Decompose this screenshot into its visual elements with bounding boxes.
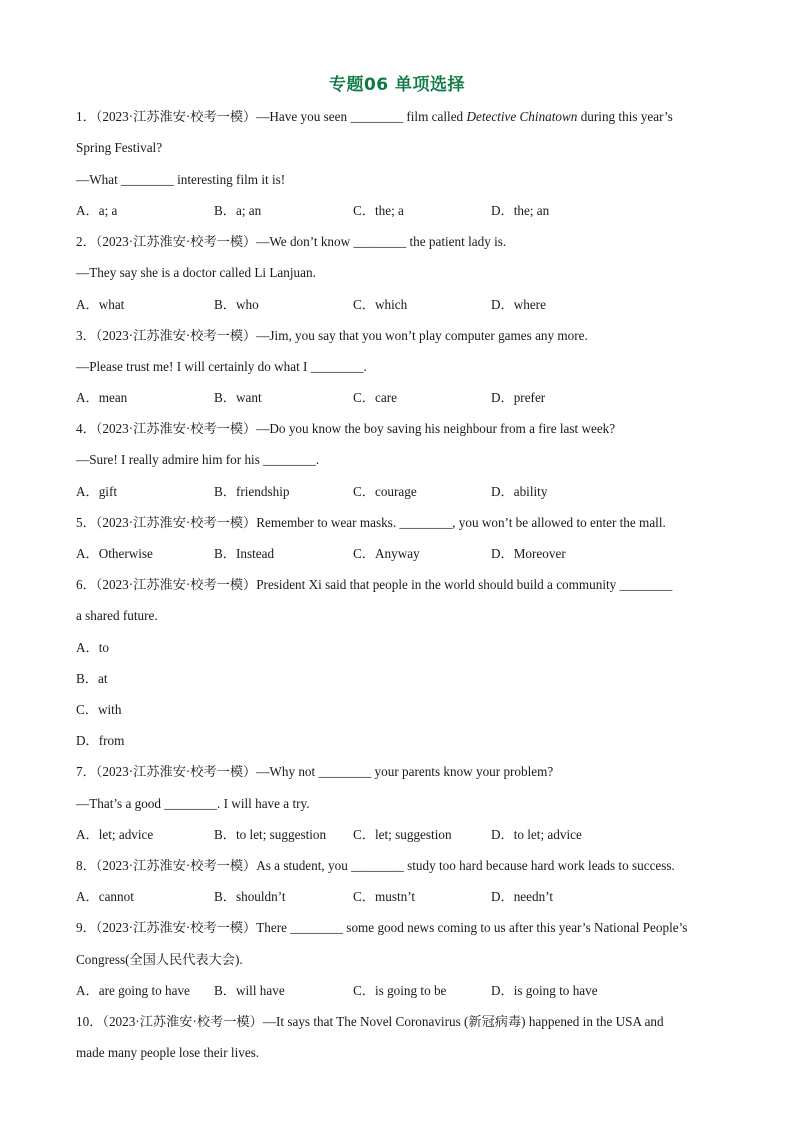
question-8-option-b[interactable]: B．shouldn’t (214, 889, 286, 904)
question-9-stem-cont: Congress(全国人民代表大会). (76, 952, 243, 967)
question-number: 1． (76, 109, 96, 124)
question-10-stem (76, 1013, 726, 1031)
question-7-option-c[interactable]: C．let; suggestion (353, 827, 452, 842)
question-9-option-c[interactable]: C．is going to be (353, 983, 447, 998)
question-5-option-c[interactable]: C．Anyway (353, 546, 420, 561)
question-4-reply: —Sure! I really admire him for his ________. (76, 452, 320, 467)
question-8-stem (76, 857, 726, 875)
stem-text: —We don’t know ________ the patient lady is. (256, 234, 507, 249)
question-3-option-c[interactable]: C．care (353, 390, 397, 405)
question-8-option-a[interactable]: A．cannot (76, 889, 134, 904)
question-1-reply: —What ________ interesting film it is! (76, 172, 286, 187)
question-6-stem-cont: a shared future. (76, 608, 158, 623)
question-6-option-c[interactable]: C．with (76, 702, 122, 717)
question-7-option-a[interactable]: A．let; advice (76, 827, 154, 842)
question-3-reply: —Please trust me! I will certainly do what I ________. (76, 359, 367, 374)
question-9-option-d[interactable]: D．is going to have (491, 983, 598, 998)
question-number: 9． (76, 920, 96, 935)
stem-text: —Do you know the boy saving his neighbour from a fire last week? (256, 421, 616, 436)
question-4-option-c[interactable]: C．courage (353, 484, 417, 499)
question-number: 6． (76, 577, 96, 592)
question-source: （2023·江苏淮安·校考一模） (95, 109, 257, 124)
film-title: Detective Chinatown (466, 109, 578, 124)
question-9-option-a[interactable]: A．are going to have (76, 983, 190, 998)
page-title: 专题06 单项选择 (328, 75, 466, 95)
question-source: （2023·江苏淮安·校考一模） (95, 920, 257, 935)
question-2-option-b[interactable]: B．who (214, 297, 259, 312)
question-3-stem (76, 327, 726, 345)
question-5-stem (76, 514, 726, 532)
question-7-option-b[interactable]: B．to let; suggestion (214, 827, 327, 842)
question-6-stem (76, 576, 726, 594)
question-5-option-b[interactable]: B．Instead (214, 546, 275, 561)
question-3-option-b[interactable]: B．want (214, 390, 262, 405)
question-1-option-b[interactable]: B．a; an (214, 203, 262, 218)
question-1-option-d[interactable]: D．the; an (491, 203, 550, 218)
stem-text: Remember to wear masks. ________, you won’t be allowed to enter the mall. (256, 515, 666, 530)
question-3-option-a[interactable]: A．mean (76, 390, 128, 405)
question-9-stem (76, 919, 726, 937)
question-source: （2023·江苏淮安·校考一模） (95, 421, 257, 436)
question-1-stem-cont: Spring Festival? (76, 140, 163, 155)
question-1-option-a[interactable]: A．a; a (76, 203, 118, 218)
question-6-option-d[interactable]: D．from (76, 733, 125, 748)
question-2-stem (76, 233, 726, 251)
question-number: 3． (76, 328, 96, 343)
question-1-stem (76, 108, 726, 126)
question-2-option-a[interactable]: A．what (76, 297, 125, 312)
question-number: 2． (76, 234, 96, 249)
question-2-reply: —They say she is a doctor called Li Lanjuan. (76, 265, 316, 280)
question-9-option-b[interactable]: B．will have (214, 983, 285, 998)
question-number: 4． (76, 421, 96, 436)
question-source: （2023·江苏淮安·校考一模） (95, 577, 257, 592)
question-4-option-d[interactable]: D．ability (491, 484, 548, 499)
question-5-option-a[interactable]: A．Otherwise (76, 546, 153, 561)
question-7-option-d[interactable]: D．to let; advice (491, 827, 582, 842)
question-1-option-c[interactable]: C．the; a (353, 203, 404, 218)
stem-text: —Jim, you say that you won’t play computer games any more. (256, 328, 588, 343)
question-7-reply: —That’s a good ________. I will have a try. (76, 796, 310, 811)
question-2-option-d[interactable]: D．where (491, 297, 546, 312)
question-8-option-d[interactable]: D．needn’t (491, 889, 554, 904)
stem-text: during this year’s (577, 109, 673, 124)
question-10-stem-cont: made many people lose their lives. (76, 1045, 260, 1060)
question-number: 8． (76, 858, 96, 873)
question-6-option-a[interactable]: A．to (76, 640, 109, 655)
question-6-option-b[interactable]: B．at (76, 671, 108, 686)
stem-text: —It says that The Novel Coronavirus (新冠病毒) happened in the USA and (262, 1014, 664, 1029)
question-source: （2023·江苏淮安·校考一模） (95, 234, 257, 249)
question-7-stem (76, 763, 726, 781)
question-4-option-b[interactable]: B．friendship (214, 484, 290, 499)
question-4-stem (76, 420, 726, 438)
question-8-option-c[interactable]: C．mustn’t (353, 889, 416, 904)
stem-text: As a student, you ________ study too hard because hard work leads to success. (256, 858, 675, 873)
question-number: 5． (76, 515, 96, 530)
stem-text: There ________ some good news coming to us after this year’s National People’s (256, 920, 688, 935)
stem-text: —Why not ________ your parents know your problem? (256, 764, 554, 779)
question-5-option-d[interactable]: D．Moreover (491, 546, 566, 561)
question-number: 10． (76, 1014, 103, 1029)
question-number: 7． (76, 764, 96, 779)
question-source: （2023·江苏淮安·校考一模） (95, 515, 257, 530)
question-source: （2023·江苏淮安·校考一模） (102, 1014, 263, 1029)
question-3-option-d[interactable]: D．prefer (491, 390, 546, 405)
question-4-option-a[interactable]: A．gift (76, 484, 118, 499)
question-source: （2023·江苏淮安·校考一模） (95, 764, 257, 779)
question-2-option-c[interactable]: C．which (353, 297, 408, 312)
question-source: （2023·江苏淮安·校考一模） (95, 328, 257, 343)
stem-text: —Have you seen ________ film called (256, 109, 467, 124)
stem-text: President Xi said that people in the world should build a community ________ (256, 577, 673, 592)
question-source: （2023·江苏淮安·校考一模） (95, 858, 257, 873)
